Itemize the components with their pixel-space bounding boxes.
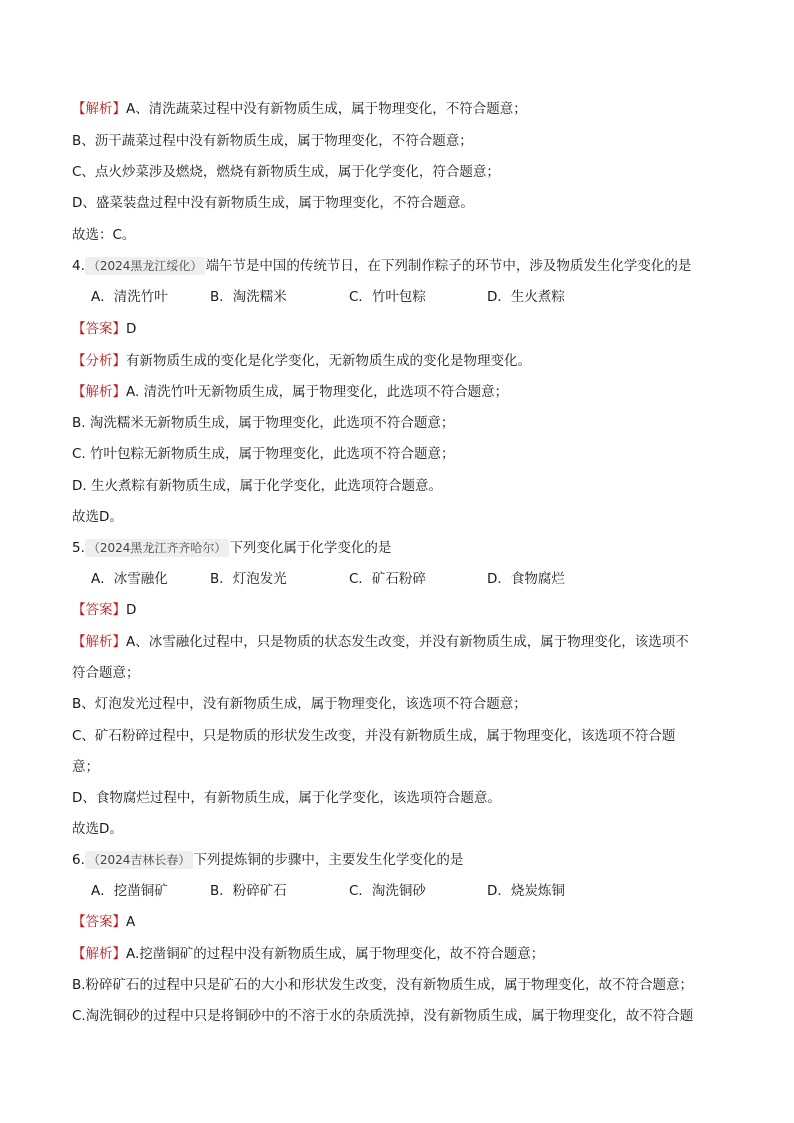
q4-explain-line-4: D. 生火煮粽有新物质生成，属于化学变化，此选项符合题意。	[72, 478, 442, 494]
q6-option-a: A．挖凿铜矿	[91, 883, 168, 899]
q3-conclusion: 故选：C。	[72, 227, 136, 243]
q4-explain-line-1: 【解析】A. 清洗竹叶无新物质生成，属于物理变化，此选项不符合题意；	[72, 384, 509, 400]
q4-source-badge: （2024黑龙江绥化）	[85, 257, 206, 275]
q5-explain-line-5: 意；	[72, 759, 99, 775]
q4-option-b: B．淘洗糯米	[210, 289, 287, 305]
q5-explain-line-6: D、食物腐烂过程中，有新物质生成，属于化学变化，该选项符合题意。	[72, 790, 501, 806]
q5-option-d: D．食物腐烂	[487, 571, 565, 587]
q6-answer: 【答案】A	[72, 914, 136, 930]
q5-explain-line-3: B、灯泡发光过程中，没有新物质生成，属于物理变化，该选项不符合题意；	[72, 696, 527, 712]
q5-explain-line-2: 符合题意；	[72, 665, 140, 681]
analysis-tag: 【解析】	[72, 101, 126, 117]
q5-explain-line-1: 【解析】A、冰雪融化过程中，只是物质的状态发生改变，并没有新物质生成，属于物理变化，该选项不	[72, 634, 689, 650]
q5-option-c: C．矿石粉碎	[349, 571, 426, 587]
q4-option-a: A．清洗竹叶	[91, 289, 168, 305]
q5-option-a: A．冰雪融化	[91, 571, 168, 587]
q4-explain-line-3: C. 竹叶包粽无新物质生成，属于物理变化，此选项不符合题意；	[72, 446, 455, 462]
q6-explain-line-1: 【解析】A.挖凿铜矿的过程中没有新物质生成，属于物理变化，故不符合题意；	[72, 946, 545, 962]
q4-answer: 【答案】D	[72, 321, 137, 337]
q6-option-c: C．淘洗铜砂	[349, 883, 426, 899]
q3-analysis-line-4: D、盛菜装盘过程中没有新物质生成，属于物理变化，不符合题意。	[72, 195, 474, 211]
q6-source-badge: （2024吉林长春）	[85, 851, 194, 869]
q6-explain-line-3: C.淘洗铜砂的过程中只是将铜砂中的不溶于水的杂质洗掉，没有新物质生成，属于物理变化，故不符合题	[72, 1008, 694, 1024]
q6-option-b: B．粉碎矿石	[210, 883, 287, 899]
q4-stem: 4. （2024黑龙江绥化） 端午节是中国的传统节日，在下列制作粽子的环节中，涉及物质发生化学变化的是	[72, 258, 692, 274]
q4-analysis: 【分析】有新物质生成的变化是化学变化，无新物质生成的变化是物理变化。	[72, 353, 531, 369]
q4-conclusion: 故选D。	[72, 509, 123, 525]
q6-explain-line-2: B.粉碎矿石的过程中只是矿石的大小和形状发生改变，没有新物质生成，属于物理变化，故不符合题意；	[72, 977, 694, 993]
q5-answer: 【答案】D	[72, 602, 137, 618]
q4-explain-line-2: B. 淘洗糯米无新物质生成，属于物理变化，此选项不符合题意；	[72, 415, 455, 431]
q5-conclusion: 故选D。	[72, 821, 123, 837]
q4-option-d: D．生火煮粽	[487, 289, 565, 305]
q5-stem: 5. （2024黑龙江齐齐哈尔） 下列变化属于化学变化的是	[72, 540, 392, 556]
q5-option-b: B．灯泡发光	[210, 571, 287, 587]
q4-option-c: C．竹叶包粽	[349, 289, 426, 305]
q3-analysis-line-2: B、沥干蔬菜过程中没有新物质生成，属于物理变化，不符合题意；	[72, 133, 473, 149]
q6-stem: 6. （2024吉林长春） 下列提炼铜的步骤中，主要发生化学变化的是	[72, 852, 464, 868]
q5-explain-line-4: C、矿石粉碎过程中，只是物质的形状发生改变，并没有新物质生成，属于物理变化，该选项不符合题	[72, 728, 676, 744]
q5-source-badge: （2024黑龙江齐齐哈尔）	[85, 539, 230, 557]
q6-option-d: D．烧炭炼铜	[487, 883, 565, 899]
q3-analysis-line-1: 【解析】A、清洗蔬菜过程中没有新物质生成，属于物理变化，不符合题意；	[72, 101, 527, 117]
q3-analysis-line-3: C、点火炒菜涉及燃烧，燃烧有新物质生成，属于化学变化，符合题意；	[72, 164, 500, 180]
